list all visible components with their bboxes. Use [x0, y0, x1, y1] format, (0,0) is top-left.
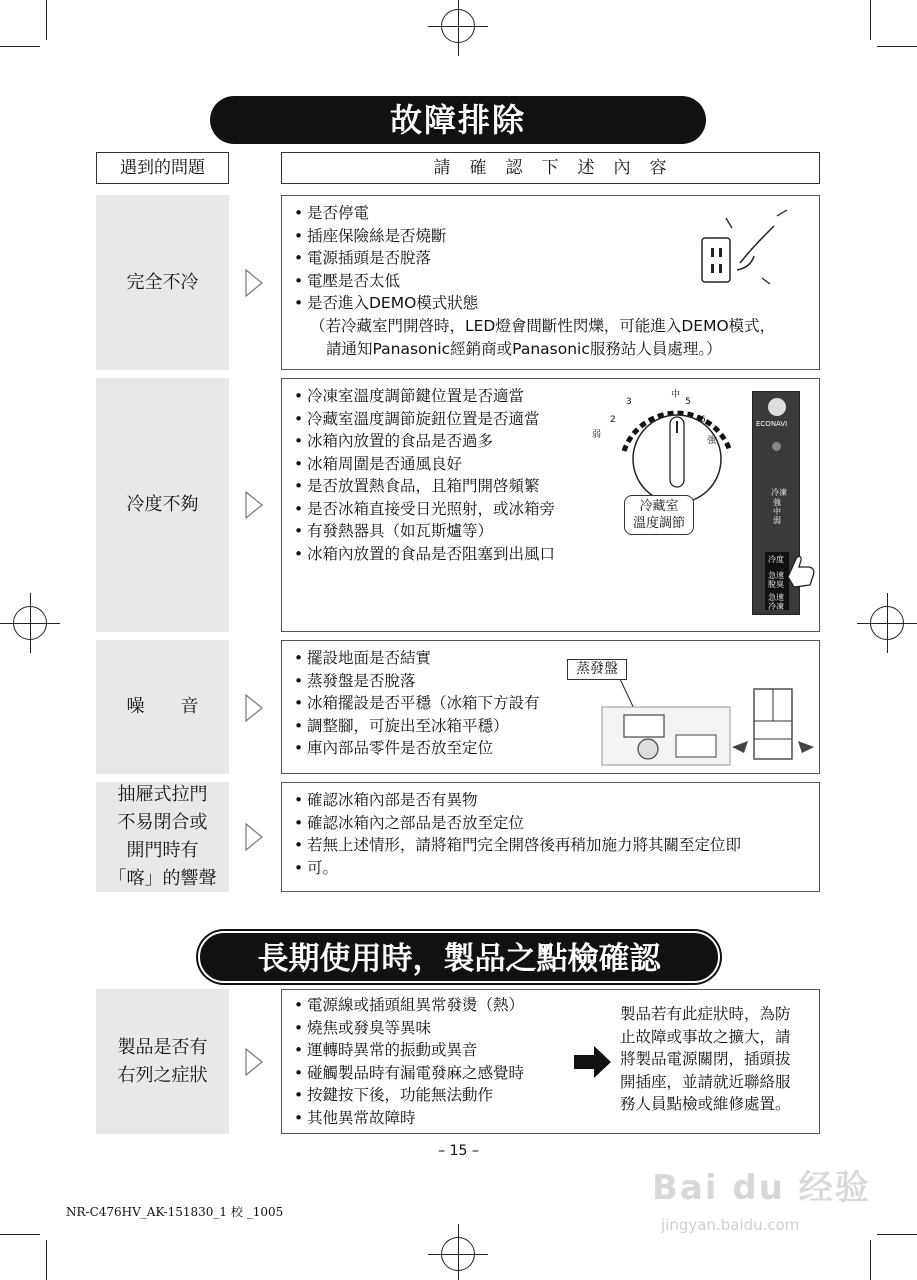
registration-mark	[13, 606, 47, 640]
crop-mark	[877, 1234, 917, 1235]
crop-mark	[877, 46, 917, 47]
category-line: 右列之症狀	[117, 1064, 208, 1086]
dial-mark: 6	[700, 415, 706, 425]
list-item-continuation: • 可。	[294, 857, 811, 880]
category-line: 不易閉合或	[117, 812, 208, 833]
registration-mark	[870, 606, 904, 640]
list-item: • 冰箱內放置的食品是否過多	[294, 430, 555, 453]
pointing-hand-icon	[782, 547, 818, 589]
advice-line: 務人員點檢或維修處置。	[620, 1095, 791, 1113]
check-box-no-cooling	[281, 195, 820, 370]
column-header-problem: 遇到的問題	[96, 152, 229, 184]
section-title-troubleshooting: 故障排除	[210, 96, 706, 144]
list-item: • 運轉時異常的振動或異音	[294, 1039, 524, 1062]
panel-button-label: 急速	[768, 593, 784, 602]
check-box-not-cold-enough	[281, 378, 820, 632]
check-list	[294, 994, 524, 1129]
list-item: • 冰箱周圍是否通風良好	[294, 453, 555, 476]
dial-label-box	[624, 495, 694, 535]
list-item: • 電源插頭是否脫落	[294, 247, 478, 270]
list-item: • 電壓是否太低	[294, 270, 478, 293]
section-title-long-term-check: 長期使用時，製品之點檢確認	[198, 931, 720, 983]
brand-label: ECONAVI	[756, 420, 788, 428]
dial-label-line-2: 溫度調節	[632, 516, 685, 531]
advice-text	[620, 1003, 816, 1116]
panel-label: 弱	[773, 516, 781, 525]
panel-button-label: 急速	[768, 571, 784, 580]
category-line: 抽屜式拉門	[117, 784, 208, 805]
category-no-cooling: 完全不冷	[96, 195, 229, 370]
dial-mark: 弱	[592, 430, 602, 440]
document-code: NR-C476HV_AK-151830_1 校 _1005	[66, 1205, 284, 1219]
list-item: • 是否進入DEMO模式狀態	[294, 292, 478, 315]
category-line: 製品是否有	[117, 1036, 208, 1058]
crop-mark	[46, 1240, 47, 1280]
panel-label: 中	[773, 507, 781, 516]
list-item: • 庫內部品零件是否放至定位	[294, 737, 540, 760]
page-number: – 15 –	[438, 1143, 479, 1159]
panel-button-label: 脫臭	[768, 580, 784, 589]
list-item: • 按鍵按下後，功能無法動作	[294, 1084, 524, 1107]
dial-mark: 3	[626, 397, 632, 407]
category-not-cold-enough: 冷度不夠	[96, 378, 229, 632]
crop-mark	[0, 46, 40, 47]
category-line: 「喀」的響聲	[108, 868, 217, 889]
crop-mark	[46, 0, 47, 40]
check-list	[294, 647, 540, 760]
category-symptoms	[96, 989, 229, 1134]
crop-mark	[870, 0, 871, 40]
indicator-icon	[772, 442, 781, 451]
list-item: • 擺設地面是否結實	[294, 647, 540, 670]
list-item: • 確認冰箱內之部品是否放至定位	[294, 812, 811, 835]
dial-mark: 2	[610, 415, 616, 425]
advice-line: 製品若有此症狀時，為防	[620, 1005, 791, 1023]
list-item: • 其他異常故障時	[294, 1107, 524, 1130]
list-item: • 冷藏室溫度調節旋鈕位置是否適當	[294, 408, 555, 431]
crop-mark	[870, 1240, 871, 1280]
check-list	[294, 385, 555, 565]
list-item: • 燒焦或發臭等異味	[294, 1017, 524, 1040]
baidu-watermark-url: jingyan.baidu.com	[661, 1216, 800, 1234]
check-box-noise	[281, 640, 820, 774]
column-header-check: 請確認下述內容	[281, 152, 820, 184]
check-list	[294, 202, 478, 315]
evaporator-tray-tag: 蒸發盤	[567, 659, 627, 680]
chevron-right-icon	[244, 822, 264, 852]
panel-label: 冷凍	[771, 488, 787, 497]
evaporator-tray-illustration	[600, 679, 740, 769]
chevron-right-icon	[244, 268, 264, 298]
demo-note-line-1: （若冷藏室門開啓時，LED燈會間斷性閃爍，可能進入DEMO模式，	[310, 317, 776, 335]
dial-mark: 中	[671, 390, 681, 400]
chevron-right-icon	[244, 693, 264, 723]
registration-mark	[441, 9, 475, 43]
list-item-continuation: • 調整腳，可旋出至冰箱平穩）	[294, 715, 540, 738]
list-item-continuation: • 有發熱器具（如瓦斯爐等）	[294, 520, 555, 543]
chevron-right-icon	[244, 1047, 264, 1077]
list-item: • 冷凍室溫度調節鍵位置是否適當	[294, 385, 555, 408]
refrigerator-leveling-illustration	[728, 683, 818, 771]
advice-line: 止故障或事故之擴大，請	[620, 1027, 791, 1046]
econavi-icon	[768, 398, 786, 416]
dial-mark: 5	[685, 397, 691, 407]
list-item: • 若無上述情形，請將箱門完全開啓後再稍加施力將其關至定位即	[294, 834, 811, 857]
list-item: • 碰觸製品時有漏電發麻之感覺時	[294, 1062, 524, 1085]
chevron-right-icon	[244, 490, 264, 520]
dial-label-line-1: 冷藏室	[639, 499, 679, 514]
panel-label: 強	[773, 498, 781, 507]
panel-button-label: 冷度	[768, 555, 784, 564]
list-item: • 冰箱內放置的食品是否阻塞到出風口	[294, 543, 555, 566]
check-box-drawer-door	[281, 782, 820, 892]
arrow-right-icon	[574, 1046, 612, 1078]
demo-note-line-2: 請通知Panasonic經銷商或Panasonic服務站人員處理。）	[326, 340, 722, 358]
crop-mark	[0, 1234, 40, 1235]
advice-line: 將製品電源關閉，插頭拔	[620, 1050, 791, 1068]
list-item: • 確認冰箱內部是否有異物	[294, 789, 811, 812]
list-item: • 冰箱擺設是否平穩（冰箱下方設有	[294, 692, 540, 715]
category-noise: 噪 音	[96, 640, 229, 774]
category-line: 開門時有	[126, 840, 199, 861]
list-item: • 是否冰箱直接受日光照射，或冰箱旁	[294, 498, 555, 521]
check-list	[294, 789, 811, 879]
registration-mark	[441, 1237, 475, 1271]
category-drawer-door	[96, 782, 229, 892]
plug-outlet-illustration	[692, 208, 792, 288]
baidu-watermark: Bai du 经验	[652, 1168, 871, 1208]
list-item: • 電源線或插頭組異常發燙（熱）	[294, 994, 524, 1017]
list-item: • 是否放置熱食品，且箱門開啓頻繁	[294, 475, 555, 498]
list-item: • 是否停電	[294, 202, 478, 225]
panel-button-label: 冷凍	[768, 602, 784, 611]
advice-line: 開插座，並請就近聯絡服	[620, 1072, 791, 1091]
dial-mark: 強	[707, 436, 717, 446]
list-item: • 插座保險絲是否燒斷	[294, 225, 478, 248]
list-item: • 蒸發盤是否脫落	[294, 670, 540, 693]
